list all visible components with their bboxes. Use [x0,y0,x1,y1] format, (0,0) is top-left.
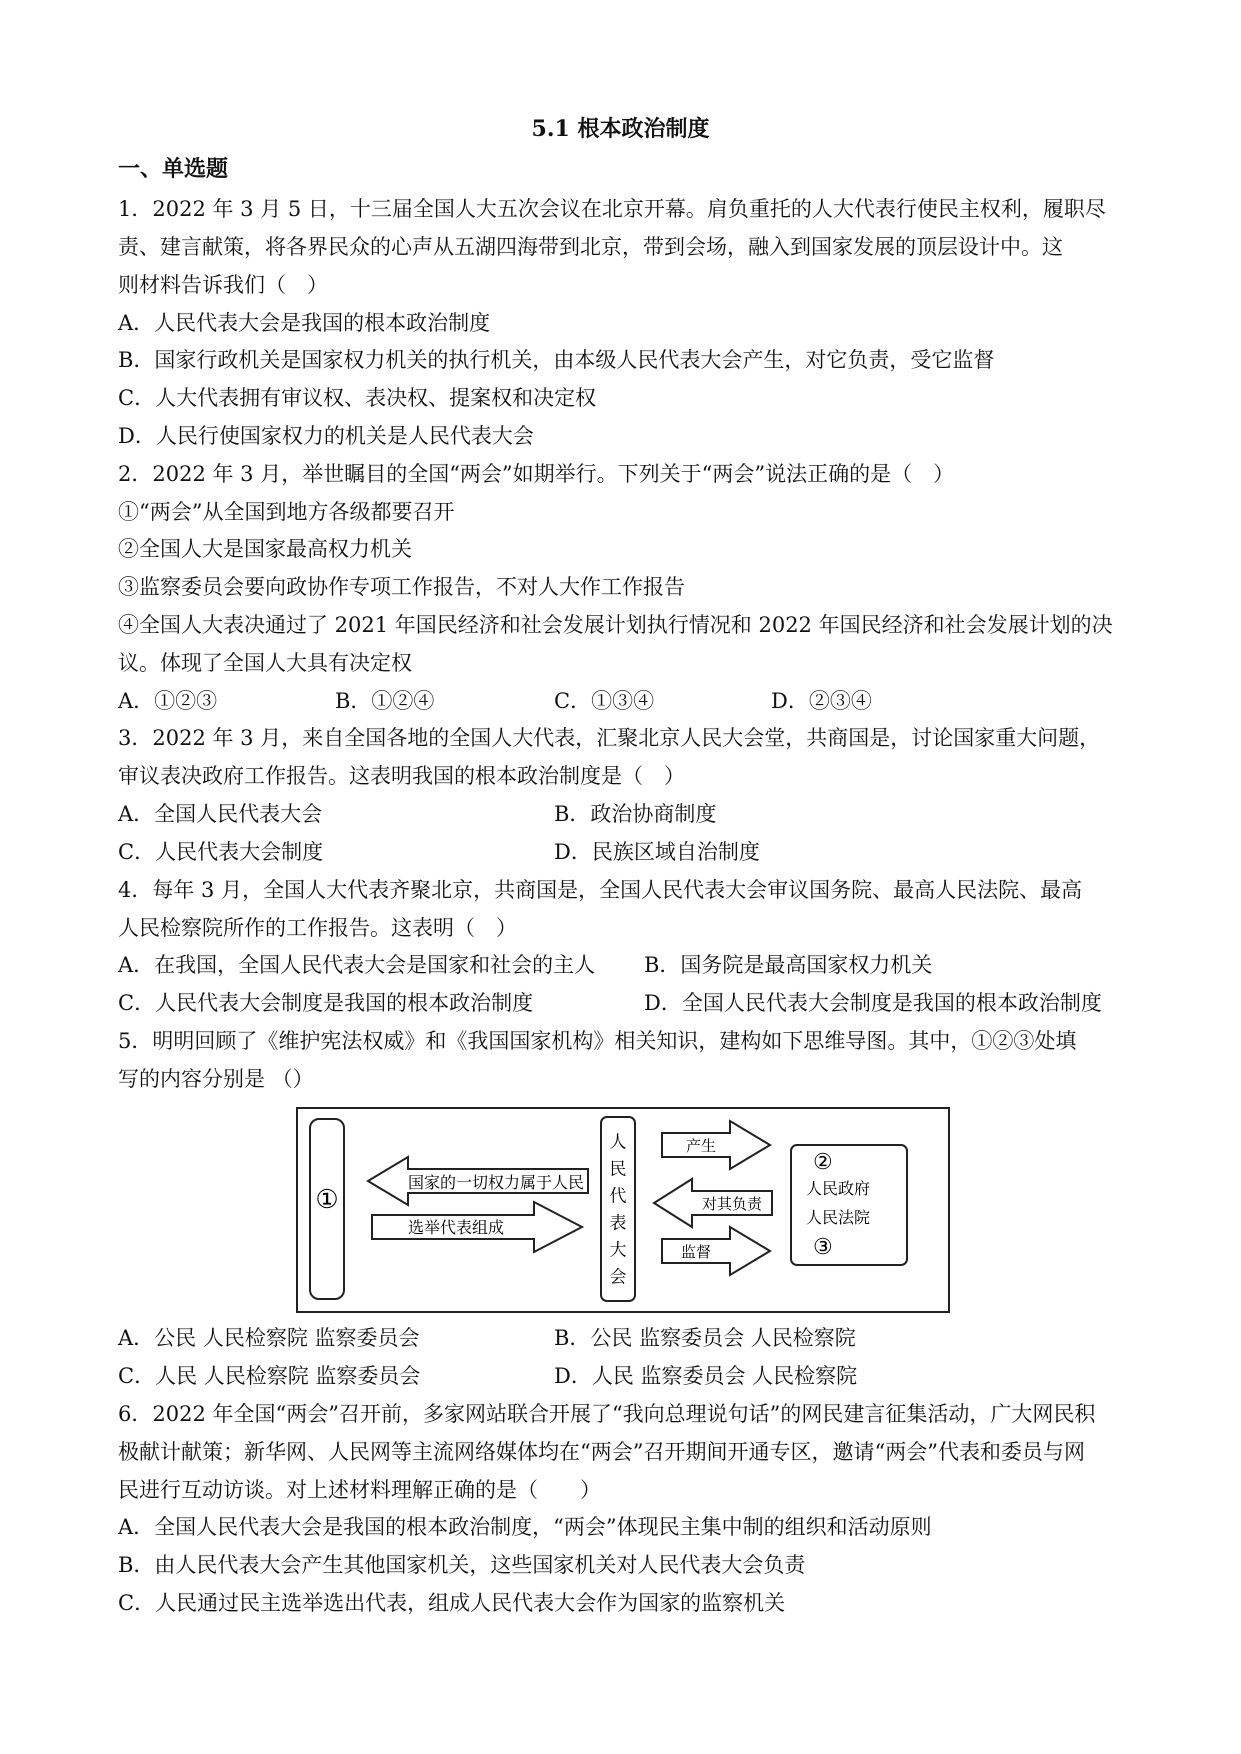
arrow-responsible-label: 对其负责 [701,1195,763,1213]
q3-option-a: A．全国人民代表大会 [118,802,323,826]
q2-statement-1: ①“两会”从全国到地方各级都要召开 [118,500,455,524]
q4-option-a: A．在我国，全国人民代表大会是国家和社会的主人 [118,953,596,977]
q3-option-d: D．民族区域自治制度 [554,840,760,864]
q1-stem-line: 1．2022 年 3 月 5 日，十三届全国人大五次会议在北京开幕。肩负重托的人大代表行使民主权利，履职尽 [118,197,1106,221]
q2-option-d: D．②③④ [771,689,872,713]
arrow-left-label: 国家的一切权力属于人民 [407,1173,585,1192]
q6-option-c: C．人民通过民主选举选出代表，组成人民代表大会作为国家的监察机关 [118,1591,786,1615]
q2-option-b: B．①②④ [335,689,435,713]
right-marker-bottom: ③ [813,1235,833,1260]
q1-option-b: B．国家行政机关是国家权力机关的执行机关，由本级人民代表大会产生，对它负责，受它监督 [118,348,995,372]
arrow-supervise-label: 监督 [680,1243,712,1261]
q3-stem-line: 3．2022 年 3 月，来自全国各地的全国人大代表，汇聚北京人民大会堂，共商国是，讨论国家重大问题， [118,726,1101,750]
q6-stem-line: 民进行互动访谈。对上述材料理解正确的是（ ） [118,1478,601,1502]
document-title: 5.1 根本政治制度 [531,116,710,142]
q4-stem-line: 4．每年 3 月，全国人大代表齐聚北京，共商国是，全国人民代表大会审议国务院、最高人民法院、最高 [118,878,1083,902]
q6-stem-line: 极献计献策；新华网、人民网等主流网络媒体均在“两会”召开期间开通专区，邀请“两会”代表和委员与网 [118,1440,1085,1464]
q5-option-c: C．人民 人民检察院 监察委员会 [118,1364,421,1388]
right-box-line-1: 人民政府 [806,1179,871,1198]
center-box-label: 人民代表大会 [609,1132,627,1288]
q5-option-a: A．公民 人民检察院 监察委员会 [118,1326,420,1350]
q2-option-c: C．①③④ [554,689,655,713]
q1-option-a: A．人民代表大会是我国的根本政治制度 [118,311,491,335]
q3-option-b: B．政治协商制度 [554,802,717,826]
arrow-produce-label: 产生 [685,1137,717,1155]
q6-option-b: B．由人民代表大会产生其他国家机关，这些国家机关对人民代表大会负责 [118,1553,806,1577]
q2-statement-3: ③监察委员会要向政协作专项工作报告，不对人大作工作报告 [118,575,685,599]
q4-stem-line: 人民检察院所作的工作报告。这表明（ ） [118,916,517,940]
q4-option-b: B．国务院是最高国家权力机关 [644,953,933,977]
q5-stem-line: 写的内容分别是 （） [118,1067,314,1091]
q2-stem-line: 2．2022 年 3 月，举世瞩目的全国“两会”如期举行。下列关于“两会”说法正确的是（ ） [118,462,955,486]
q6-stem-line: 6．2022 年全国“两会”召开前，多家网站联合开展了“我向总理说句话”的网民建言征集活动，广大网民积 [118,1402,1096,1426]
mind-map-figure [296,1107,950,1313]
q5-option-b: B．公民 监察委员会 人民检察院 [554,1326,856,1350]
q2-statement-4: ④全国人大表决通过了 2021 年国民经济和社会发展计划执行情况和 2022 年国民经济和社会发展计划的决 [118,613,1113,637]
right-box [791,1145,907,1265]
arrow-right-label: 选举代表组成 [407,1218,505,1237]
q5-option-d: D．人民 监察委员会 人民检察院 [554,1364,858,1388]
right-marker-top: ② [813,1150,833,1175]
q2-statement-4-cont: 议。体现了全国人大具有决定权 [118,651,412,675]
q3-option-c: C．人民代表大会制度 [118,840,324,864]
q4-option-c: C．人民代表大会制度是我国的根本政治制度 [118,991,534,1015]
q3-stem-line: 审议表决政府工作报告。这表明我国的根本政治制度是（ ） [118,764,685,788]
left-marker: ① [315,1185,339,1215]
q4-option-d: D．全国人民代表大会制度是我国的根本政治制度 [644,991,1102,1015]
q2-option-a: A．①②③ [118,689,218,713]
q6-option-a: A．全国人民代表大会是我国的根本政治制度，“两会”体现民主集中制的组织和活动原则 [118,1515,932,1539]
section-heading: 一、单选题 [118,156,229,182]
q1-option-c: C．人大代表拥有审议权、表决权、提案权和决定权 [118,386,597,410]
q1-option-d: D．人民行使国家权力的机关是人民代表大会 [118,424,534,448]
q2-statement-2: ②全国人大是国家最高权力机关 [118,537,412,561]
right-box-line-2: 人民法院 [806,1208,871,1227]
q1-stem-line: 则材料告诉我们（ ） [118,273,328,297]
q1-stem-line: 责、建言献策，将各界民众的心声从五湖四海带到北京，带到会场，融入到国家发展的顶层设计中。这 [118,235,1063,259]
q5-stem-line: 5．明明回顾了《维护宪法权威》和《我国国家机构》相关知识，建构如下思维导图。其中，①②③处填 [118,1029,1077,1053]
